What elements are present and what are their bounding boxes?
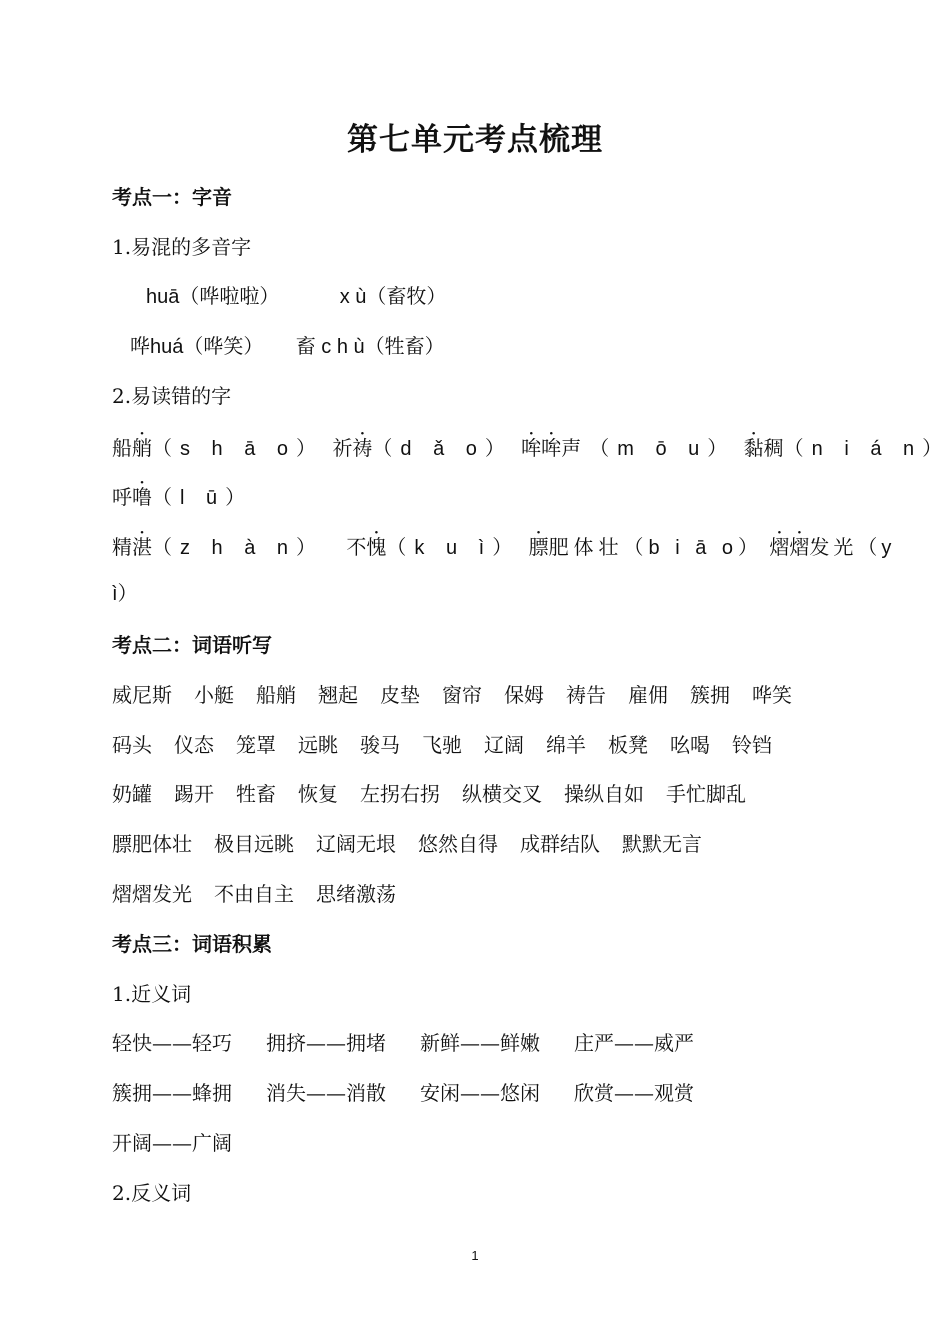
polyphone-row-2: [130, 332, 445, 361]
dictation-word: 牲畜: [236, 782, 276, 806]
section-3-subheading-antonyms: 2.反义词: [112, 1181, 192, 1205]
polyphone-hua1: huā（哗啦啦）: [146, 286, 280, 308]
dictation-word: 踢开: [174, 782, 214, 806]
misread-row-2: [112, 483, 253, 512]
misread-row-3-wrap: ì）: [112, 583, 138, 605]
dictation-row-2: [112, 731, 794, 759]
misread-entry: 祈祷（d ǎ o）: [332, 436, 513, 460]
synonym-row-3: [112, 1129, 266, 1157]
page-title: 第七单元考点梳理: [347, 122, 603, 158]
synonym-pair: 安闲——悠闲: [420, 1081, 540, 1105]
dictation-word: 手忙脚乱: [666, 782, 746, 806]
misread-entry: 膘肥体壮（b i ā o）: [528, 535, 764, 559]
dictation-word: 辽阔: [484, 733, 524, 757]
synonym-pair: 簇拥——蜂拥: [112, 1081, 232, 1105]
dictation-word: 骏马: [360, 733, 400, 757]
dictation-word: 簇拥: [690, 683, 730, 707]
dictation-word: 左拐右拐: [360, 782, 440, 806]
misread-entry: 精湛（z h à n）: [112, 535, 325, 559]
dictation-word: 船艄: [256, 683, 296, 707]
dictation-word: 仪态: [174, 733, 214, 757]
dictation-word: 辽阔无垠: [316, 832, 396, 856]
dictation-word: 吆喝: [670, 733, 710, 757]
page-number: 1: [471, 1248, 479, 1263]
dictation-row-3: [112, 780, 768, 808]
dictation-word: 哗笑: [752, 683, 792, 707]
polyphone-char-hua: 哗: [130, 334, 150, 358]
misread-entry: 黏稠（n i á n）: [743, 436, 950, 460]
dictation-word: 翘起: [318, 683, 358, 707]
dictation-word: 远眺: [298, 733, 338, 757]
section-1-subheading-misread: 2.易读错的字: [112, 384, 232, 408]
dictation-word: 纵横交叉: [462, 782, 542, 806]
misread-row-1: [112, 434, 950, 463]
dictation-word: 铃铛: [732, 733, 772, 757]
dictation-word: 操纵自如: [564, 782, 644, 806]
dictation-word: 飞驰: [422, 733, 462, 757]
dictation-word: 板凳: [608, 733, 648, 757]
dictation-word: 奶罐: [112, 782, 152, 806]
dictation-word: 窗帘: [442, 683, 482, 707]
dictation-word: 熠熠发光: [112, 882, 192, 906]
dictation-word: 笼罩: [236, 733, 276, 757]
misread-entry: 不愧（k u ì）: [346, 535, 521, 559]
misread-row-3: [112, 533, 895, 562]
synonym-pair: 拥挤——拥堵: [266, 1031, 386, 1055]
dictation-word: 码头: [112, 733, 152, 757]
section-2-heading: 考点二：词语听写: [112, 633, 272, 657]
dictation-word: 极目远眺: [214, 832, 294, 856]
dictation-word: 保姆: [504, 683, 544, 707]
dictation-word: 思绪激荡: [316, 882, 396, 906]
misread-entry: 熠熠发光（y: [769, 535, 896, 559]
synonym-pair: 轻快——轻巧: [112, 1031, 232, 1055]
dictation-word: 悠然自得: [418, 832, 498, 856]
dictation-word: 小艇: [194, 683, 234, 707]
misread-entry: 呼噜（l ū）: [112, 485, 254, 509]
synonym-pair: 开阔——广阔: [112, 1131, 232, 1155]
dictation-word: 恢复: [298, 782, 338, 806]
polyphone-hua2: huá（哗笑）: [150, 336, 264, 358]
section-1-heading: 考点一：字音: [112, 185, 232, 209]
synonym-row-2: [112, 1079, 728, 1107]
synonym-pair: 庄严——威严: [574, 1031, 694, 1055]
synonym-pair: 欣赏——观赏: [574, 1081, 694, 1105]
dictation-word: 雇佣: [628, 683, 668, 707]
dictation-row-1: [112, 681, 814, 709]
misread-entry: 船艄（s h ā o）: [112, 436, 325, 460]
synonym-pair: 新鲜——鲜嫩: [420, 1031, 540, 1055]
dictation-word: 膘肥体壮: [112, 832, 192, 856]
polyphone-row-1: [146, 282, 446, 311]
dictation-row-5: [112, 880, 418, 908]
section-1-subheading-polyphones: 1.易混的多音字: [112, 235, 252, 259]
dictation-word: 祷告: [566, 683, 606, 707]
synonym-row-1: [112, 1029, 728, 1057]
synonym-pair: 消失——消散: [266, 1081, 386, 1105]
polyphone-xu4: x ù（畜牧）: [339, 286, 447, 308]
section-3-subheading-synonyms: 1.近义词: [112, 982, 192, 1006]
section-3-heading: 考点三：词语积累: [112, 932, 272, 956]
dictation-word: 成群结队: [520, 832, 600, 856]
dictation-word: 威尼斯: [112, 683, 172, 707]
dictation-row-4: [112, 830, 724, 858]
dictation-word: 绵羊: [546, 733, 586, 757]
polyphone-chu4: 畜 c h ù（牲畜）: [295, 336, 445, 358]
dictation-word: 皮垫: [380, 683, 420, 707]
misread-entry: 哞哞声（m ō u）: [521, 436, 736, 460]
dictation-word: 不由自主: [214, 882, 294, 906]
dictation-word: 默默无言: [622, 832, 702, 856]
